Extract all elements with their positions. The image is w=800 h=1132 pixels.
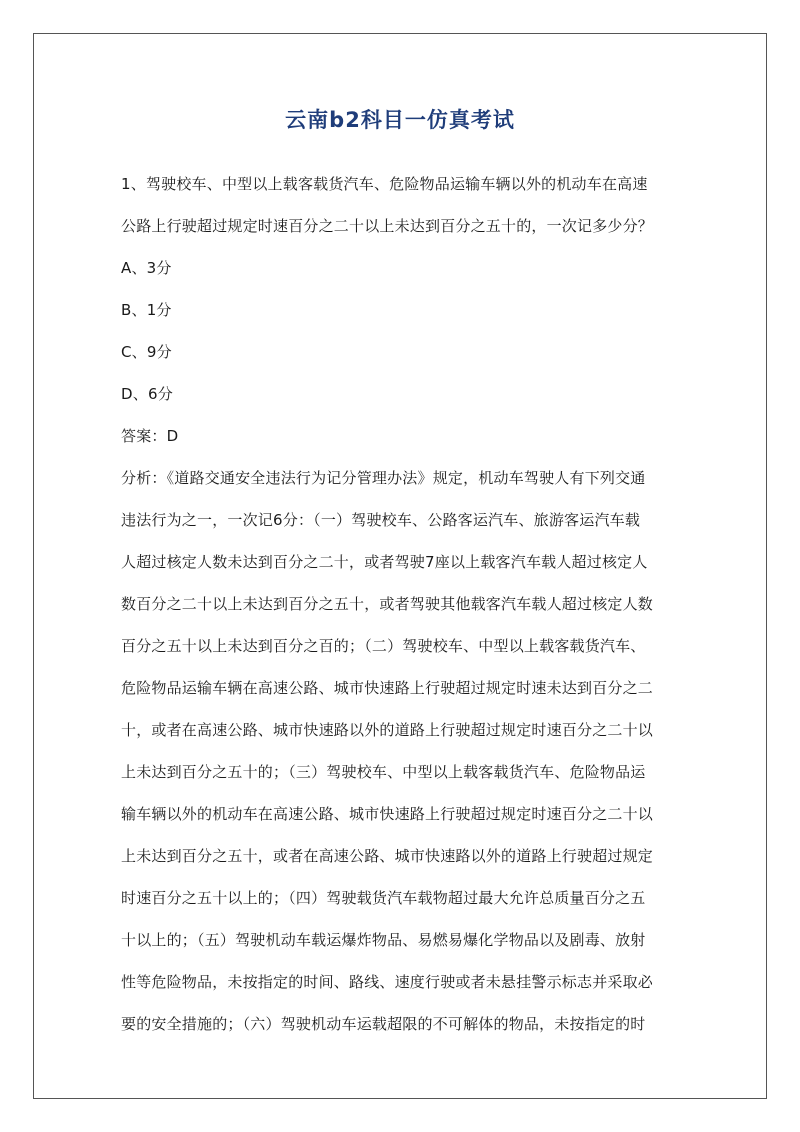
analysis-line: 要的安全措施的；（六）驾驶机动车运载超限的不可解体的物品，未按指定的时 bbox=[121, 1015, 646, 1033]
document-title: 云南b2科目一仿真考试 bbox=[285, 108, 515, 132]
option-c: C、9分 bbox=[121, 343, 172, 361]
question-line: 公路上行驶超过规定时速百分之二十以上未达到百分之五十的，一次记多少分？ bbox=[121, 217, 654, 235]
analysis-line: 上未达到百分之五十，或者在高速公路、城市快速路以外的道路上行驶超过规定 bbox=[121, 847, 654, 865]
option-b: B、1分 bbox=[121, 301, 172, 319]
analysis-line: 输车辆以外的机动车在高速公路、城市快速路上行驶超过规定时速百分之二十以 bbox=[121, 805, 654, 823]
analysis-line: 十，或者在高速公路、城市快速路以外的道路上行驶超过规定时速百分之二十以 bbox=[121, 721, 654, 739]
analysis-line: 数百分之二十以上未达到百分之五十，或者驾驶其他载客汽车载人超过核定人数 bbox=[121, 595, 654, 613]
option-d: D、6分 bbox=[121, 385, 173, 403]
analysis-line: 危险物品运输车辆在高速公路、城市快速路上行驶超过规定时速未达到百分之二 bbox=[121, 679, 654, 697]
analysis-line: 时速百分之五十以上的；（四）驾驶载货汽车载物超过最大允许总质量百分之五 bbox=[121, 889, 646, 907]
analysis-line: 违法行为之一，一次记6分：（一）驾驶校车、公路客运汽车、旅游客运汽车载 bbox=[121, 511, 641, 529]
analysis-line: 性等危险物品，未按指定的时间、路线、速度行驶或者未悬挂警示标志并采取必 bbox=[121, 973, 654, 991]
analysis-line: 上未达到百分之五十的；（三）驾驶校车、中型以上载客载货汽车、危险物品运 bbox=[121, 763, 646, 781]
analysis-line: 十以上的；（五）驾驶机动车载运爆炸物品、易燃易爆化学物品以及剧毒、放射 bbox=[121, 931, 646, 949]
analysis-line: 人超过核定人数未达到百分之二十，或者驾驶7座以上载客汽车载人超过核定人 bbox=[121, 553, 648, 571]
analysis-line: 百分之五十以上未达到百分之百的；（二）驾驶校车、中型以上载客载货汽车、 bbox=[121, 637, 646, 655]
analysis-line: 分析：《道路交通安全违法行为记分管理办法》规定，机动车驾驶人有下列交通 bbox=[121, 469, 646, 487]
option-a: A、3分 bbox=[121, 259, 172, 277]
question-line: 1、驾驶校车、中型以上载客载货汽车、危险物品运输车辆以外的机动车在高速 bbox=[121, 175, 648, 193]
answer-text: 答案：D bbox=[121, 427, 179, 445]
